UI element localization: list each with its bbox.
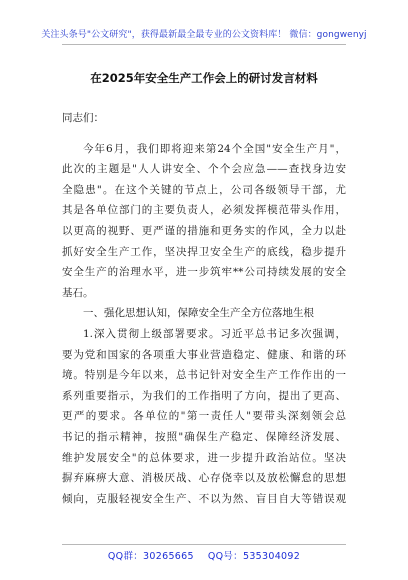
text-line: 全隐患"。在这个关键的节点上，公司各级领导干部，尤 — [62, 183, 346, 196]
text-line: 系列重要指示，为我们的工作指明了方向，提出了更高、 — [62, 389, 346, 402]
text-line: 要为党和国家的各项重大事业营造稳定、健康、和谐的环 — [62, 348, 346, 361]
document-body — [62, 108, 346, 509]
text-line: 安全生产的治理水平，进一步筑牢**公司持续发展的安全 — [62, 266, 346, 279]
text-line: 此次的主题是"人人讲安全、个个会应急——查找身边安 — [62, 163, 346, 176]
text-line: 书记的指示精神，按照"确保生产稳定、保障经济发展、 — [62, 430, 346, 443]
header-promo-text: 关注头条号"公文研究"，获得最新最全最专业的公文资料库！ 微信：gongwenyj — [41, 30, 367, 40]
footer-divider — [62, 544, 346, 545]
text-line: 1.深入贯彻上级部署要求。习近平总书记多次强调， — [83, 327, 346, 340]
salutation: 同志们： — [62, 112, 104, 124]
text-line: 更严的要求。各单位的"第一责任人"要带头深刻领会总 — [62, 410, 346, 423]
page-header — [0, 0, 408, 46]
paragraph-section1 — [62, 324, 346, 509]
section-heading: 一、强化思想认知，保障安全生产全方位落地生根 — [83, 307, 314, 320]
footer-qq-number: QQ号：535304092 — [207, 551, 301, 562]
page-footer — [0, 548, 408, 562]
text-line: 以更高的视野、更严谨的措施和更务实的作风，全力以赴 — [62, 224, 346, 237]
text-line: 境。特别是今年以来，总书记针对安全生产工作作出的一 — [62, 369, 346, 382]
text-line: 今年6月，我们即将迎来第24个全国"安全生产月"， — [83, 142, 346, 155]
document-title: 在2025年安全生产工作会上的研讨发言材料 — [90, 71, 318, 85]
header-divider — [62, 44, 346, 45]
text-line: 维护发展安全"的总体要求，进一步提升政治站位。坚决 — [62, 451, 346, 464]
paragraph-intro — [62, 139, 346, 304]
footer-qq-group: QQ群：30265665 — [107, 551, 194, 562]
text-line: 摒弃麻痹大意、消极厌战、心存侥幸以及放松懈怠的思想 — [62, 472, 346, 485]
text-line: 其是各单位部门的主要负责人，必须发挥模范带头作用， — [62, 204, 346, 217]
text-line: 倾向，克服轻视安全生产、不以为然、盲目自大等错误观 — [62, 492, 346, 505]
text-line: 基石。 — [62, 286, 94, 299]
text-line: 抓好安全生产工作，坚决捍卫安全生产的底线，稳步提升 — [62, 245, 346, 258]
